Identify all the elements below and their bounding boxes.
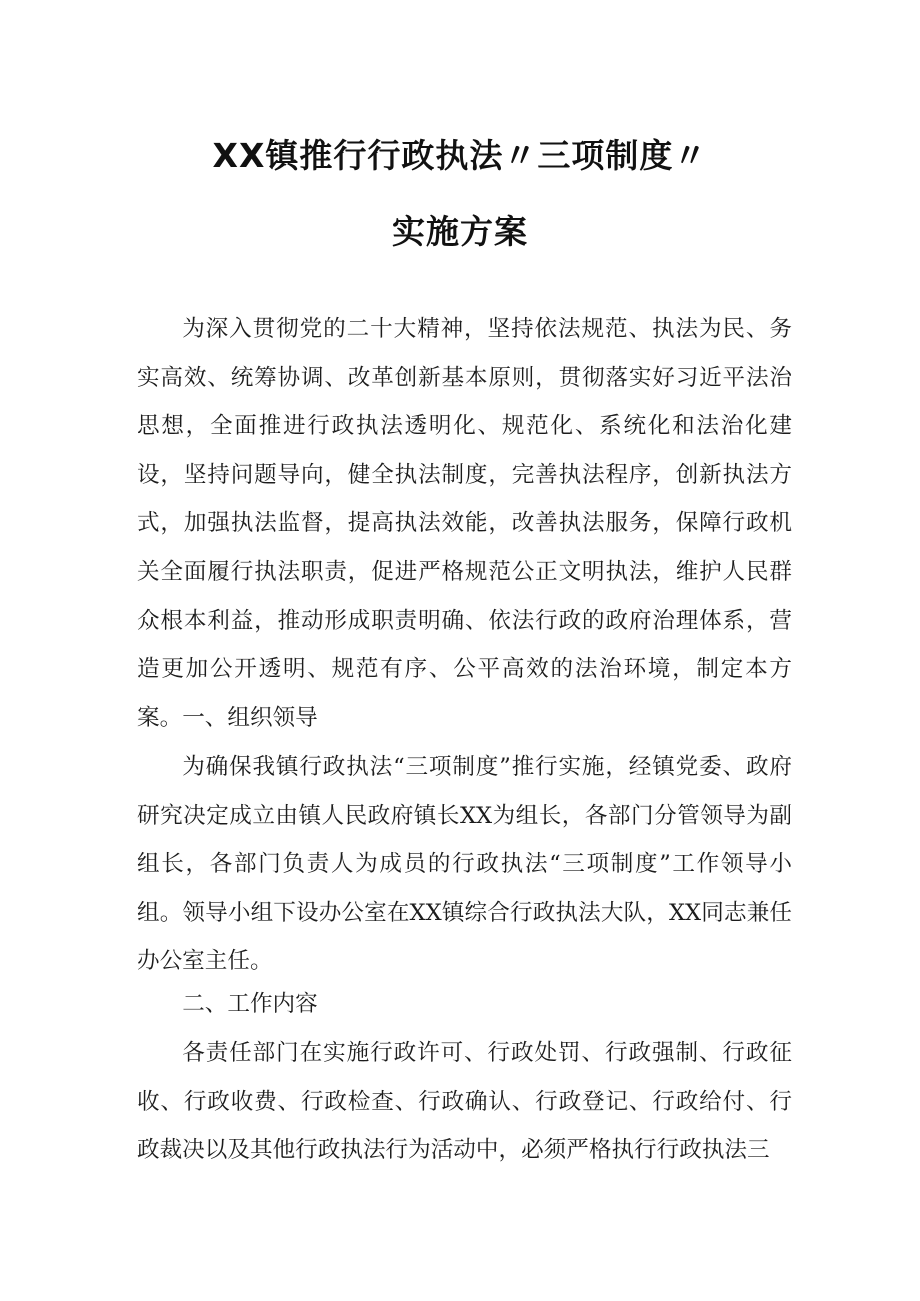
section-heading-work-content: 二、工作内容 <box>182 991 318 1017</box>
work-content-paragraph: 各责任部门在实施行政许可、行政处罚、行政强制、行政征收、行政收费、行政检查、行政确认、行政登记、行政给付、行政裁决以及其他行政执法行为活动中，必须严格执行行政执法三 <box>137 1040 792 1164</box>
organization-paragraph: 为确保我镇行政执法“三项制度”推行实施，经镇党委、政府研究决定成立由镇人民政府镇长XX为组长，各部门分管领导为副组长，各部门负责人为成员的行政执法“三项制度”工作领导小组。领导小组下设办公室在XX镇综合行政执法大队，XX同志兼任办公室主任。 <box>137 754 792 975</box>
section-heading-organization: 一、组织领导 <box>182 705 318 731</box>
document-title-line-1: XX镇推行行政执法〃三项制度〃 <box>212 136 708 175</box>
document-title-line-2: 实施方案 <box>392 212 528 251</box>
intro-paragraph: 为深入贯彻党的二十大精神，坚持依法规范、执法为民、务实高效、统筹协调、改革创新基本原则，贯彻落实好习近平法治思想，全面推进行政执法透明化、规范化、系统化和法治化建设，坚持问题导向，健全执法制度，完善执法程序，创新执法方式，加强执法监督，提高执法效能，改善执法服务，保障行政机关全面履行执法职责，促进严格规范公正文明执法，维护人民群众根本利益，推动形成职责明确、依法行政的政府治理体系，营造更加公开透明、规范有序、公平高效的法治环境，制定本方案。 <box>137 316 792 731</box>
